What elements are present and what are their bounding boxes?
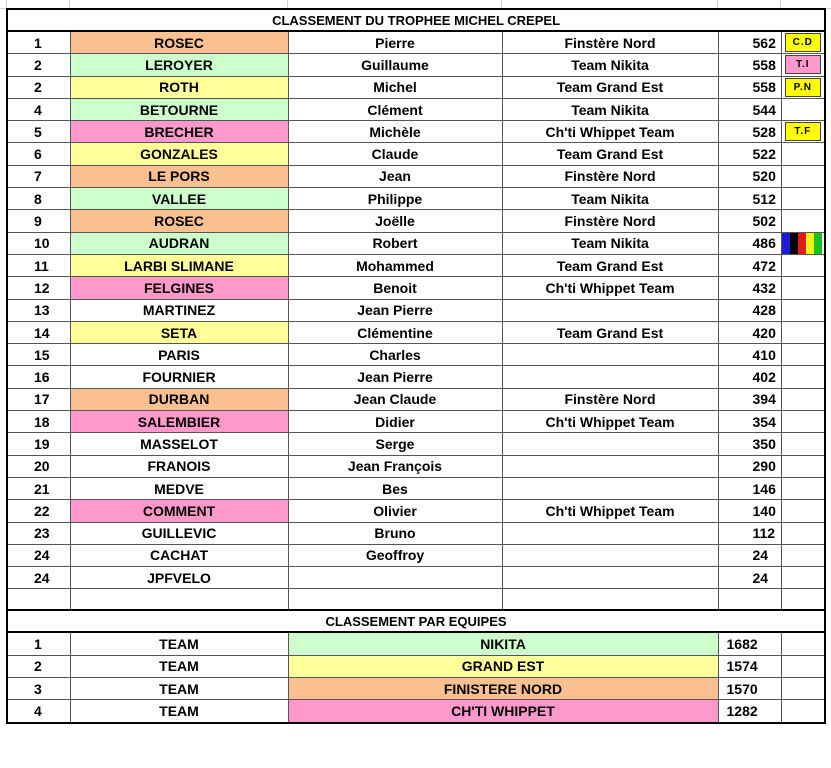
team-cell[interactable]: Finstère Nord <box>502 388 718 410</box>
badge-cell[interactable] <box>781 76 825 98</box>
empty-cell[interactable] <box>781 589 825 611</box>
points-cell[interactable]: 112 <box>718 522 781 544</box>
badge-cell[interactable] <box>781 411 825 433</box>
team-points-cell[interactable]: 1570 <box>718 678 781 700</box>
team-cell[interactable]: Finstère Nord <box>502 165 718 187</box>
team-label-cell[interactable]: TEAM <box>70 655 288 677</box>
first-name-cell[interactable]: Benoit <box>288 277 502 299</box>
table-row <box>7 411 825 433</box>
points-cell[interactable]: 350 <box>718 433 781 455</box>
first-name-cell[interactable]: Bruno <box>288 522 502 544</box>
team-cell[interactable]: Finstère Nord <box>502 210 718 232</box>
empty-cell[interactable] <box>781 678 825 700</box>
title-row <box>7 9 825 31</box>
team-name-cell[interactable]: GRAND EST <box>288 655 718 677</box>
rank-cell[interactable]: 20 <box>7 455 70 477</box>
last-name-cell[interactable]: FRANOIS <box>70 455 288 477</box>
last-name-cell[interactable]: COMMENT <box>70 500 288 522</box>
table-row <box>7 567 825 589</box>
empty-cell[interactable] <box>502 589 718 611</box>
table-row <box>7 544 825 566</box>
table-row <box>7 31 825 54</box>
team-rank-cell[interactable]: 2 <box>7 655 70 677</box>
team-cell[interactable] <box>502 366 718 388</box>
last-name-cell[interactable]: SETA <box>70 321 288 343</box>
rank-cell[interactable]: 2 <box>7 76 70 98</box>
last-name-cell[interactable]: VALLEE <box>70 188 288 210</box>
badge-cell[interactable] <box>781 210 825 232</box>
grid-line <box>69 0 70 8</box>
table-row <box>7 76 825 98</box>
first-name-cell[interactable]: Robert <box>288 232 502 254</box>
rank-cell[interactable]: 16 <box>7 366 70 388</box>
last-name-cell[interactable]: FELGINES <box>70 277 288 299</box>
last-name-cell[interactable]: MASSELOT <box>70 433 288 455</box>
team-row <box>7 655 825 677</box>
first-name-cell[interactable]: Mohammed <box>288 254 502 276</box>
points-cell[interactable]: 522 <box>718 143 781 165</box>
points-cell[interactable]: 354 <box>718 411 781 433</box>
jersey-icon <box>782 233 822 254</box>
team-row <box>7 700 825 723</box>
rank-cell[interactable]: 24 <box>7 567 70 589</box>
grid-line <box>501 0 502 8</box>
table-row <box>7 143 825 165</box>
last-name-cell[interactable]: ROTH <box>70 76 288 98</box>
grid-line <box>717 0 718 8</box>
rank-cell[interactable]: 8 <box>7 188 70 210</box>
first-name-cell[interactable]: Michel <box>288 76 502 98</box>
rank-cell[interactable]: 7 <box>7 165 70 187</box>
points-cell[interactable]: 544 <box>718 98 781 120</box>
team-label-cell[interactable]: TEAM <box>70 700 288 723</box>
rank-cell[interactable]: 17 <box>7 388 70 410</box>
team-cell[interactable] <box>502 567 718 589</box>
last-name-cell[interactable]: FOURNIER <box>70 366 288 388</box>
points-cell[interactable]: 486 <box>718 232 781 254</box>
team-cell[interactable]: Finstère Nord <box>502 31 718 54</box>
table-row <box>7 277 825 299</box>
empty-cell[interactable] <box>7 589 70 611</box>
badge-cell[interactable] <box>781 477 825 499</box>
team-name-cell[interactable]: CH'TI WHIPPET <box>288 700 718 723</box>
table-row <box>7 232 825 254</box>
table-row <box>7 455 825 477</box>
first-name-cell[interactable]: Pierre <box>288 31 502 54</box>
last-name-cell[interactable]: LEROYER <box>70 54 288 76</box>
team-cell[interactable]: Team Nikita <box>502 98 718 120</box>
last-name-cell[interactable]: SALEMBIER <box>70 411 288 433</box>
first-name-cell[interactable]: Jean Pierre <box>288 299 502 321</box>
last-name-cell[interactable]: BETOURNE <box>70 98 288 120</box>
badge-cell[interactable] <box>781 522 825 544</box>
table-row <box>7 165 825 187</box>
last-name-cell[interactable]: LARBI SLIMANE <box>70 254 288 276</box>
last-name-cell[interactable]: BRECHER <box>70 121 288 143</box>
table-row <box>7 210 825 232</box>
badge-cell[interactable] <box>781 165 825 187</box>
team-cell[interactable] <box>502 299 718 321</box>
rank-cell[interactable]: 22 <box>7 500 70 522</box>
last-name-cell[interactable]: PARIS <box>70 344 288 366</box>
team-name-cell[interactable]: NIKITA <box>288 632 718 655</box>
badge-cell[interactable] <box>781 344 825 366</box>
badge-cell[interactable] <box>781 143 825 165</box>
team-cell[interactable] <box>502 522 718 544</box>
points-cell[interactable]: 394 <box>718 388 781 410</box>
badge-cell[interactable] <box>781 388 825 410</box>
badge-cell[interactable] <box>781 500 825 522</box>
empty-cell[interactable] <box>718 589 781 611</box>
last-name-cell[interactable]: GUILLEVIC <box>70 522 288 544</box>
team-cell[interactable]: Team Nikita <box>502 54 718 76</box>
empty-cell[interactable] <box>781 700 825 723</box>
table-row <box>7 388 825 410</box>
table-row <box>7 54 825 76</box>
team-cell[interactable]: Team Grand Est <box>502 321 718 343</box>
empty-cell[interactable] <box>288 589 502 611</box>
badge-cell[interactable] <box>781 188 825 210</box>
rank-cell[interactable]: 5 <box>7 121 70 143</box>
team-cell[interactable]: Ch'ti Whippet Team <box>502 277 718 299</box>
table-row <box>7 321 825 343</box>
team-points-cell[interactable]: 1574 <box>718 655 781 677</box>
rank-cell[interactable]: 23 <box>7 522 70 544</box>
points-cell[interactable]: 428 <box>718 299 781 321</box>
rank-cell[interactable]: 19 <box>7 433 70 455</box>
team-cell[interactable]: Ch'ti Whippet Team <box>502 411 718 433</box>
ti-badge: T.I <box>785 55 821 74</box>
ranking-table <box>6 8 826 724</box>
rank-cell[interactable]: 13 <box>7 299 70 321</box>
team-name-cell[interactable]: FINISTERE NORD <box>288 678 718 700</box>
last-name-cell[interactable]: AUDRAN <box>70 232 288 254</box>
last-name-cell[interactable]: ROSEC <box>70 31 288 54</box>
team-cell[interactable]: Team Grand Est <box>502 254 718 276</box>
table-row <box>7 121 825 143</box>
points-cell[interactable]: 558 <box>718 54 781 76</box>
first-name-cell[interactable]: Michèle <box>288 121 502 143</box>
grid-line <box>6 0 7 8</box>
last-name-cell[interactable]: MEDVE <box>70 477 288 499</box>
first-name-cell[interactable] <box>288 567 502 589</box>
rank-cell[interactable]: 15 <box>7 344 70 366</box>
table-row <box>7 433 825 455</box>
rank-cell[interactable]: 4 <box>7 98 70 120</box>
team-cell[interactable]: Team Nikita <box>502 232 718 254</box>
rank-cell[interactable]: 9 <box>7 210 70 232</box>
team-cell[interactable] <box>502 344 718 366</box>
rank-cell[interactable]: 11 <box>7 254 70 276</box>
team-cell[interactable]: Team Grand Est <box>502 76 718 98</box>
table-row <box>7 344 825 366</box>
team-cell[interactable] <box>502 455 718 477</box>
badge-cell[interactable] <box>781 277 825 299</box>
first-name-cell[interactable]: Charles <box>288 344 502 366</box>
rank-cell[interactable]: 2 <box>7 54 70 76</box>
badge-cell[interactable] <box>781 232 825 254</box>
points-cell[interactable]: 528 <box>718 121 781 143</box>
points-cell[interactable]: 502 <box>718 210 781 232</box>
first-name-cell[interactable]: Guillaume <box>288 54 502 76</box>
ranking-table-body <box>7 9 825 723</box>
first-name-cell[interactable]: Clémentine <box>288 321 502 343</box>
team-rank-cell[interactable]: 1 <box>7 632 70 655</box>
first-name-cell[interactable]: Jean Claude <box>288 388 502 410</box>
points-cell[interactable]: 146 <box>718 477 781 499</box>
team-cell[interactable]: Ch'ti Whippet Team <box>502 500 718 522</box>
team-label-cell[interactable]: TEAM <box>70 632 288 655</box>
table-row <box>7 299 825 321</box>
team-cell[interactable] <box>502 544 718 566</box>
points-cell[interactable]: 512 <box>718 188 781 210</box>
cd-badge: C.D <box>785 33 821 52</box>
page-title: CLASSEMENT DU TROPHEE MICHEL CREPEL <box>7 9 825 31</box>
badge-cell[interactable] <box>781 455 825 477</box>
points-cell[interactable]: 410 <box>718 344 781 366</box>
empty-cell[interactable] <box>70 589 288 611</box>
points-cell[interactable]: 24 <box>718 567 781 589</box>
first-name-cell[interactable]: Bes <box>288 477 502 499</box>
badge-cell[interactable] <box>781 544 825 566</box>
badge-cell[interactable] <box>781 567 825 589</box>
grid-line <box>780 0 781 8</box>
badge-cell[interactable] <box>781 366 825 388</box>
points-cell[interactable]: 472 <box>718 254 781 276</box>
last-name-cell[interactable]: JPFVELO <box>70 567 288 589</box>
first-name-cell[interactable]: Joëlle <box>288 210 502 232</box>
first-name-cell[interactable]: Serge <box>288 433 502 455</box>
first-name-cell[interactable]: Jean François <box>288 455 502 477</box>
points-cell[interactable]: 290 <box>718 455 781 477</box>
table-row <box>7 477 825 499</box>
badge-cell[interactable] <box>781 98 825 120</box>
badge-cell[interactable] <box>781 31 825 54</box>
first-name-cell[interactable]: Geoffroy <box>288 544 502 566</box>
team-points-cell[interactable]: 1282 <box>718 700 781 723</box>
last-name-cell[interactable]: LE PORS <box>70 165 288 187</box>
pn-badge: P.N <box>785 78 821 97</box>
teams-title-row <box>7 610 825 632</box>
team-cell[interactable]: Ch'ti Whippet Team <box>502 121 718 143</box>
rank-cell[interactable]: 21 <box>7 477 70 499</box>
points-cell[interactable]: 140 <box>718 500 781 522</box>
tf-badge: T.F <box>785 122 821 141</box>
rank-cell[interactable]: 1 <box>7 31 70 54</box>
last-name-cell[interactable]: ROSEC <box>70 210 288 232</box>
points-cell[interactable]: 402 <box>718 366 781 388</box>
first-name-cell[interactable]: Claude <box>288 143 502 165</box>
team-label-cell[interactable]: TEAM <box>70 678 288 700</box>
points-cell[interactable]: 420 <box>718 321 781 343</box>
points-cell[interactable]: 558 <box>718 76 781 98</box>
points-cell[interactable]: 24 <box>718 544 781 566</box>
team-row <box>7 632 825 655</box>
badge-cell[interactable] <box>781 254 825 276</box>
rank-cell[interactable]: 24 <box>7 544 70 566</box>
points-cell[interactable]: 432 <box>718 277 781 299</box>
points-cell[interactable]: 520 <box>718 165 781 187</box>
last-name-cell[interactable]: GONZALES <box>70 143 288 165</box>
badge-cell[interactable] <box>781 54 825 76</box>
last-name-cell[interactable]: CACHAT <box>70 544 288 566</box>
empty-cell[interactable] <box>781 632 825 655</box>
first-name-cell[interactable]: Jean <box>288 165 502 187</box>
teams-title: CLASSEMENT PAR EQUIPES <box>7 610 825 632</box>
table-row <box>7 366 825 388</box>
table-row <box>7 254 825 276</box>
team-cell[interactable] <box>502 477 718 499</box>
table-row <box>7 522 825 544</box>
rank-cell[interactable]: 12 <box>7 277 70 299</box>
badge-cell[interactable] <box>781 433 825 455</box>
first-name-cell[interactable]: Didier <box>288 411 502 433</box>
last-name-cell[interactable]: DURBAN <box>70 388 288 410</box>
points-cell[interactable]: 562 <box>718 31 781 54</box>
first-name-cell[interactable]: Philippe <box>288 188 502 210</box>
empty-row <box>7 589 825 611</box>
rank-cell[interactable]: 14 <box>7 321 70 343</box>
first-name-cell[interactable]: Clément <box>288 98 502 120</box>
rank-cell[interactable]: 6 <box>7 143 70 165</box>
team-cell[interactable] <box>502 433 718 455</box>
team-points-cell[interactable]: 1682 <box>718 632 781 655</box>
team-cell[interactable]: Team Grand Est <box>502 143 718 165</box>
team-row <box>7 678 825 700</box>
badge-cell[interactable] <box>781 299 825 321</box>
team-cell[interactable]: Team Nikita <box>502 188 718 210</box>
table-row <box>7 98 825 120</box>
last-name-cell[interactable]: MARTINEZ <box>70 299 288 321</box>
badge-cell[interactable] <box>781 121 825 143</box>
table-row <box>7 188 825 210</box>
rank-cell[interactable]: 10 <box>7 232 70 254</box>
empty-cell[interactable] <box>781 655 825 677</box>
badge-cell[interactable] <box>781 321 825 343</box>
grid-line <box>287 0 288 8</box>
rank-cell[interactable]: 18 <box>7 411 70 433</box>
first-name-cell[interactable]: Jean Pierre <box>288 366 502 388</box>
team-rank-cell[interactable]: 4 <box>7 700 70 723</box>
table-row <box>7 500 825 522</box>
first-name-cell[interactable]: Olivier <box>288 500 502 522</box>
team-rank-cell[interactable]: 3 <box>7 678 70 700</box>
